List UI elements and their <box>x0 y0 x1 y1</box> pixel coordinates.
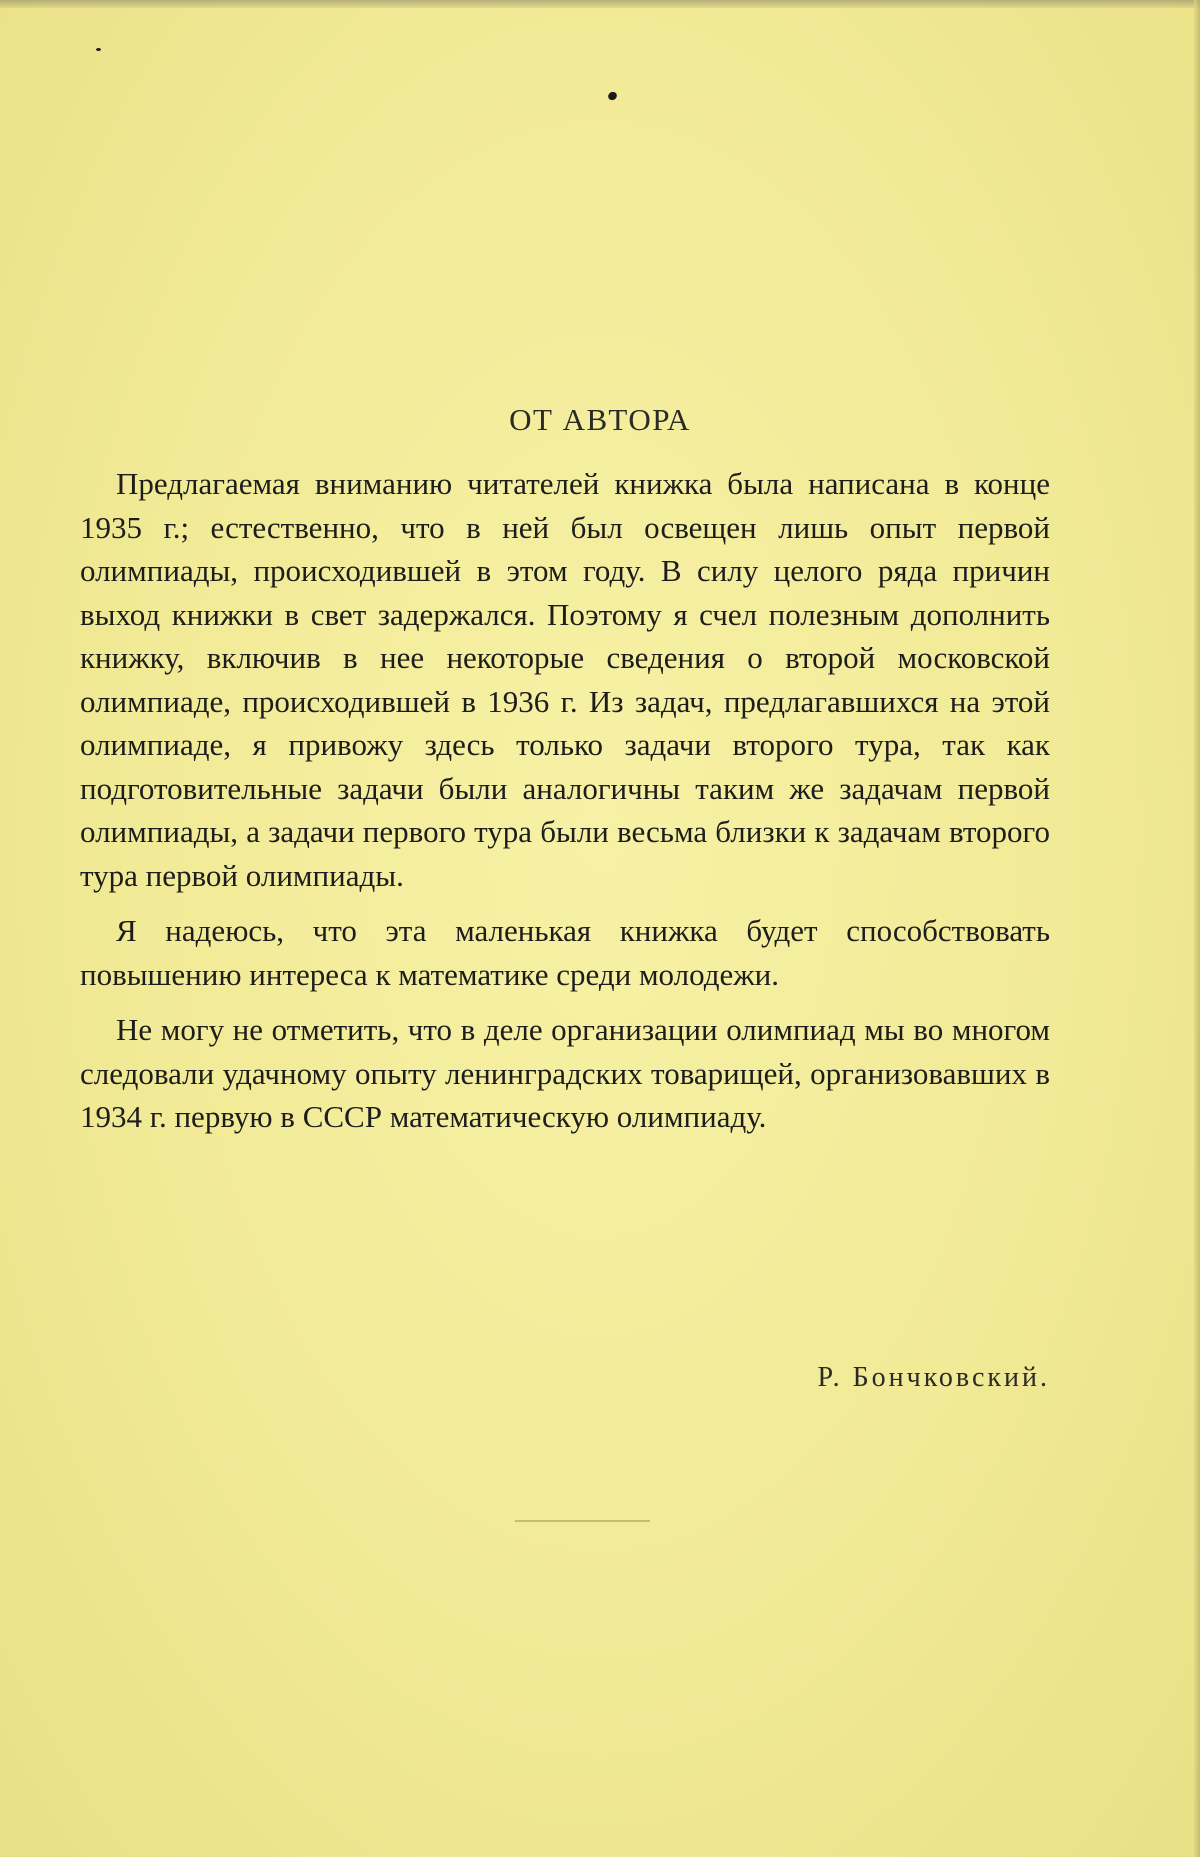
page-top-edge <box>0 0 1200 8</box>
paragraph-2: Я надеюсь, что эта маленькая книжка будет способствовать повышению интереса к математике среди молодежи. <box>80 913 1050 992</box>
print-speck <box>607 90 619 101</box>
section-heading: ОТ АВТОРА <box>509 402 691 437</box>
author-signature: Р. Бончковский. <box>817 1362 1050 1393</box>
body-text <box>80 462 1050 1151</box>
paragraph-1: Предлагаемая вниманию читателей книжка была написана в конце 1935 г.; естественно, что в ней был освещен лишь опыт первой олимпиады, происходившей в этом году. В силу целого ряда причин выход книжки в свет задержался. Поэтому я счел полезным дополнить книжку, включив в нее некоторые сведения о второй московской олимпиаде, происходившей в 1936 г. Из задач, предлагавшихся на этой олимпиаде, я привожу здесь только задачи второго тура, так как подготовительные задачи были аналогичны таким же задачам первой олимпиады, а задачи первого тура были весьма близки к задачам второго тура первой олимпиады. <box>80 466 1050 893</box>
page-right-edge <box>1194 0 1200 1857</box>
paragraph-3: Не могу не отметить, что в деле организации олимпиад мы во многом следовали удачному опыту ленинградских товарищей, организовавших в 1934 г. первую в СССР математическую олимпиаду. <box>80 1012 1050 1134</box>
print-speck <box>96 48 101 51</box>
closing-rule <box>515 1520 650 1522</box>
